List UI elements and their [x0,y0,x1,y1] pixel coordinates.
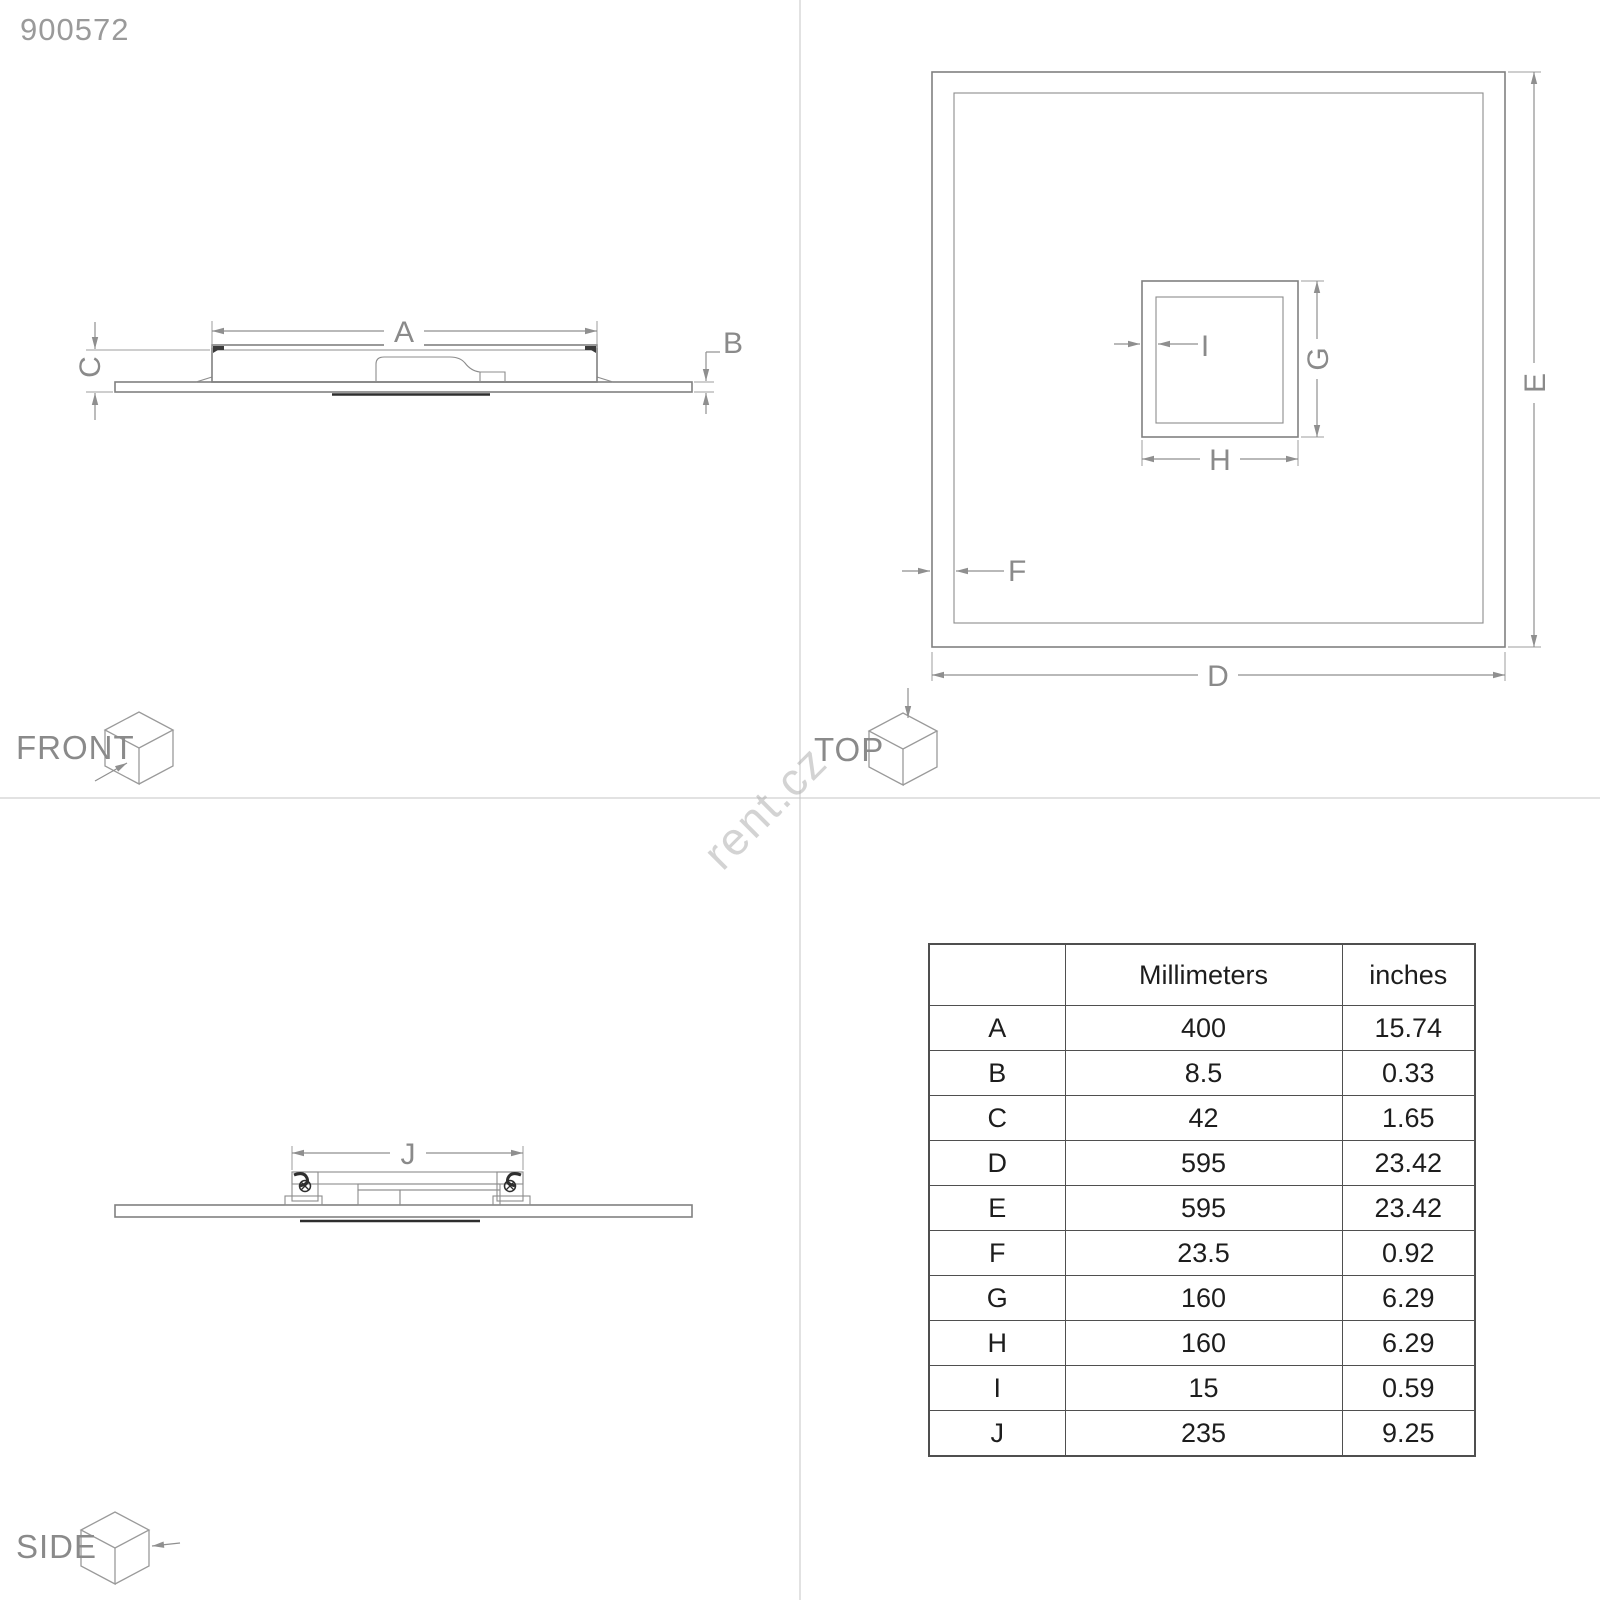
table-row [929,1231,1475,1276]
table-cell-in: 23.42 [1342,1186,1475,1231]
table-cell-dim: D [929,1141,1065,1186]
table-cell-mm: 595 [1065,1186,1342,1231]
side-view-label: SIDE [16,1528,98,1565]
table-header-row [929,944,1475,1006]
dim-j-annotation [292,1136,523,1171]
front-view-label: FRONT [16,729,135,766]
table-cell-in: 0.59 [1342,1366,1475,1411]
dim-h-annotation [1142,440,1298,477]
dim-label-i: I [1200,330,1210,363]
dim-g-annotation [1300,281,1335,437]
dim-b-annotation [694,327,743,414]
table-row [929,1321,1475,1366]
table-cell-dim: G [929,1276,1065,1321]
table-cell-in: 15.74 [1342,1006,1475,1051]
dim-label-j: J [400,1138,416,1171]
dim-e-annotation [1508,72,1552,647]
dim-d-annotation [932,652,1505,693]
table-row [929,1141,1475,1186]
table-cell-dim: I [929,1366,1065,1411]
top-view-label: TOP [814,731,885,768]
table-row [929,1276,1475,1321]
dim-f-annotation [902,555,1026,588]
table-cell-dim: E [929,1186,1065,1231]
table-cell-mm: 400 [1065,1006,1342,1051]
table-cell-mm: 42 [1065,1096,1342,1141]
table-cell-mm: 235 [1065,1411,1342,1457]
table-cell-dim: C [929,1096,1065,1141]
front-panel [115,382,692,392]
table-cell-dim: A [929,1006,1065,1051]
table-row [929,1006,1475,1051]
table-cell-in: 9.25 [1342,1411,1475,1457]
dim-a-annotation [212,314,597,349]
table-row [929,1051,1475,1096]
front-clip-right [585,346,596,353]
side-view-drawing [81,1136,692,1584]
table-cell-mm: 160 [1065,1276,1342,1321]
table-row [929,1366,1475,1411]
table-cell-mm: 8.5 [1065,1051,1342,1096]
dim-label-f: F [1008,555,1027,588]
table-cell-mm: 23.5 [1065,1231,1342,1276]
front-clip-left [213,346,224,353]
front-view-drawing [74,314,743,784]
dim-label-d: D [1207,660,1229,693]
top-inner-square [954,93,1483,623]
table-cell-mm: 15 [1065,1366,1342,1411]
table-cell-mm: 595 [1065,1141,1342,1186]
table-row [929,1186,1475,1231]
table-cell-dim: F [929,1231,1065,1276]
table-cell-dim: J [929,1411,1065,1457]
table-cell-in: 23.42 [1342,1141,1475,1186]
table-cell-mm: 160 [1065,1321,1342,1366]
top-view-drawing [869,72,1552,785]
side-panel [115,1205,692,1217]
top-center-box-inner [1156,297,1283,423]
top-center-box-outer [1142,281,1298,437]
table-header-millimeters: Millimeters [1065,944,1342,1006]
dim-label-e: E [1519,372,1552,394]
table-cell-in: 0.33 [1342,1051,1475,1096]
table-cell-dim: H [929,1321,1065,1366]
dimensions-table [928,943,1476,1457]
dim-label-a: A [393,316,415,349]
table-row [929,1096,1475,1141]
side-bracket-bar [292,1172,523,1184]
dim-c-annotation [74,322,210,420]
dim-i-annotation [1114,330,1209,363]
dim-label-g: G [1302,347,1335,371]
table-row [929,1411,1475,1457]
table-header-dimension [929,944,1065,1006]
dim-label-c: C [74,356,107,378]
table-cell-in: 0.92 [1342,1231,1475,1276]
dim-label-b: B [723,327,744,360]
table-cell-in: 6.29 [1342,1321,1475,1366]
front-driver-housing [376,357,505,382]
watermark: rent.cz [692,734,838,880]
dimensions-table-body [929,1006,1475,1457]
model-number: 900572 [20,12,130,47]
table-header-inches: inches [1342,944,1475,1006]
table-cell-in: 1.65 [1342,1096,1475,1141]
table-cell-dim: B [929,1051,1065,1096]
dim-label-h: H [1209,444,1231,477]
table-cell-in: 6.29 [1342,1276,1475,1321]
